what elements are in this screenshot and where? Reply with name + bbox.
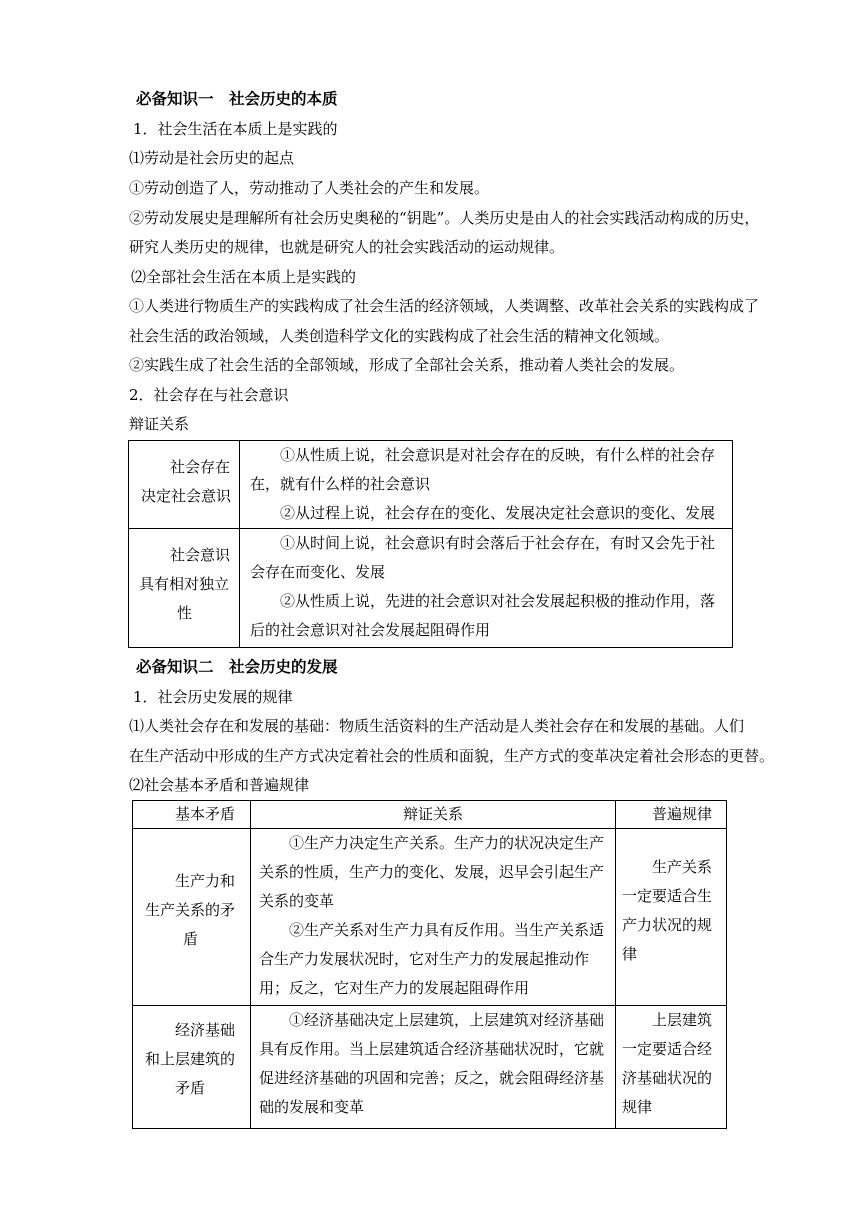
table-cell-line: 生产关系的矛 (145, 901, 236, 919)
paragraph: ①人类进行物质生产的实践构成了社会生活的经济领域，人类调整、改革社会关系的实践构成了 (129, 297, 760, 315)
table-cell-text (251, 1006, 616, 1129)
paragraph: ⑵社会基本矛盾和普遍规律 (129, 776, 310, 794)
table-cell-text: ①从性质上说，社会意识是对社会存在的反映，有什么样的社会存 在，就有什么样的社会意识 ②从过程上说，社会存在的变化、发展决定社会意识的变化、发展 (240, 441, 733, 529)
table-cell-text: ①从时间上说，社会意识有时会落后于社会存在，有时又会先于社 会存在而变化、发展 ②从性质上说，先进的社会意识对社会发展起积极的推动作用，落 后的社会意识对社会发展起阻碍作用 (240, 529, 733, 648)
table-cell-line: ②生产关系对生产力具有反作用。当生产关系适 (289, 921, 605, 939)
table-cell-law (616, 1006, 727, 1129)
paragraph: 2．社会存在与社会意识 (129, 386, 289, 404)
paragraph: ②实践生成了社会生活的全部领域，形成了全部社会关系，推动着人类社会的发展。 (129, 356, 685, 374)
table-row (133, 1006, 727, 1129)
table-cell-line: ①生产力决定生产关系。生产力的状况决定生产 (289, 834, 605, 852)
table-cell-text (251, 829, 616, 1006)
table-header-row (133, 801, 727, 829)
table-cell-line: 和上层建筑的 (145, 1050, 236, 1068)
paragraph: ⑴人类社会存在和发展的基础：物质生活资料的生产活动是人类社会存在和发展的基础。人们 (129, 717, 745, 735)
table-row (133, 829, 727, 1006)
table-cell-line: ①经济基础决定上层建筑，上层建筑对经济基础 (289, 1011, 605, 1029)
table-cell-line: 一定要适合经 (622, 1040, 713, 1058)
table-header-cell: 辩证关系 (251, 801, 616, 829)
table-cell-line: 一定要适合生 (622, 887, 713, 905)
table-cell-label: 社会存在 决定社会意识 (129, 441, 240, 529)
paragraph: 在生产活动中形成的生产方式决定着社会的性质和面貌，生产方式的变革决定着社会形态的更替。 (129, 747, 775, 765)
paragraph: ①劳动创造了人，劳动推动了人类社会的产生和发展。 (129, 179, 490, 197)
table-cell-line: 规律 (622, 1098, 653, 1116)
table-cell-line: 具有反作用。当上层建筑适合经济基础状况时，它就 (259, 1040, 605, 1058)
table-cell-line: 关系的变革 (259, 892, 335, 910)
paragraph: ⑵全部社会生活在本质上是实践的 (131, 268, 357, 286)
table-cell-line: 经济基础 (175, 1021, 236, 1039)
table-cell-line: 矛盾 (175, 1079, 206, 1097)
table-cell-line: 用；反之，它对生产力的发展起阻碍作用 (259, 979, 530, 997)
table-row (129, 529, 733, 648)
table-cell-line: 产力状况的规 (622, 916, 713, 934)
table-cell-line: 关系的性质，生产力的变化、发展，迟早会引起生产 (259, 863, 605, 881)
paragraph: 社会生活的政治领域，人类创造科学文化的实践构成了社会生活的精神文化领域。 (129, 327, 670, 345)
table-cell-line: 盾 (183, 930, 199, 948)
paragraph: 研究人类历史的规律，也就是研究人的社会实践活动的运动规律。 (129, 238, 565, 256)
table-cell-line: 济基础状况的 (622, 1069, 713, 1087)
table-row (129, 441, 733, 529)
paragraph: 1．社会生活在本质上是实践的 (133, 120, 338, 138)
table-cell-line: 生产关系 (652, 858, 713, 876)
table-cell-line: 合生产力发展状况时，它对生产力的发展起推动作 (259, 950, 590, 968)
table-social-existence (128, 440, 733, 648)
table-cell-line: 促进经济基础的巩固和完善；反之，就会阻碍经济基 (259, 1069, 605, 1087)
table-cell-label (133, 829, 251, 1006)
table-cell-label: 社会意识 具有相对独立 性 (129, 529, 240, 648)
table-cell-line: 础的发展和变革 (259, 1098, 365, 1116)
table-cell-line: 生产力和 (175, 872, 236, 890)
table-cell-law (616, 829, 727, 1006)
table-basic-contradictions (132, 800, 727, 1129)
table-cell-label (133, 1006, 251, 1129)
table-header-cell: 基本矛盾 (133, 801, 251, 829)
table-cell-line: 律 (622, 945, 638, 963)
section1-heading: 必备知识一 社会历史的本质 (136, 90, 338, 108)
paragraph: ⑴劳动是社会历史的起点 (129, 149, 295, 167)
table-header-cell: 普遍规律 (616, 801, 727, 829)
section2-heading: 必备知识二 社会历史的发展 (136, 658, 338, 676)
paragraph: 1．社会历史发展的规律 (133, 688, 293, 706)
paragraph: ②劳动发展史是理解所有社会历史奥秘的“钥匙”。人类历史是由人的社会实践活动构成的历史， (129, 209, 760, 227)
paragraph: 辩证关系 (129, 415, 190, 433)
table-cell-line: 上层建筑 (652, 1011, 713, 1029)
